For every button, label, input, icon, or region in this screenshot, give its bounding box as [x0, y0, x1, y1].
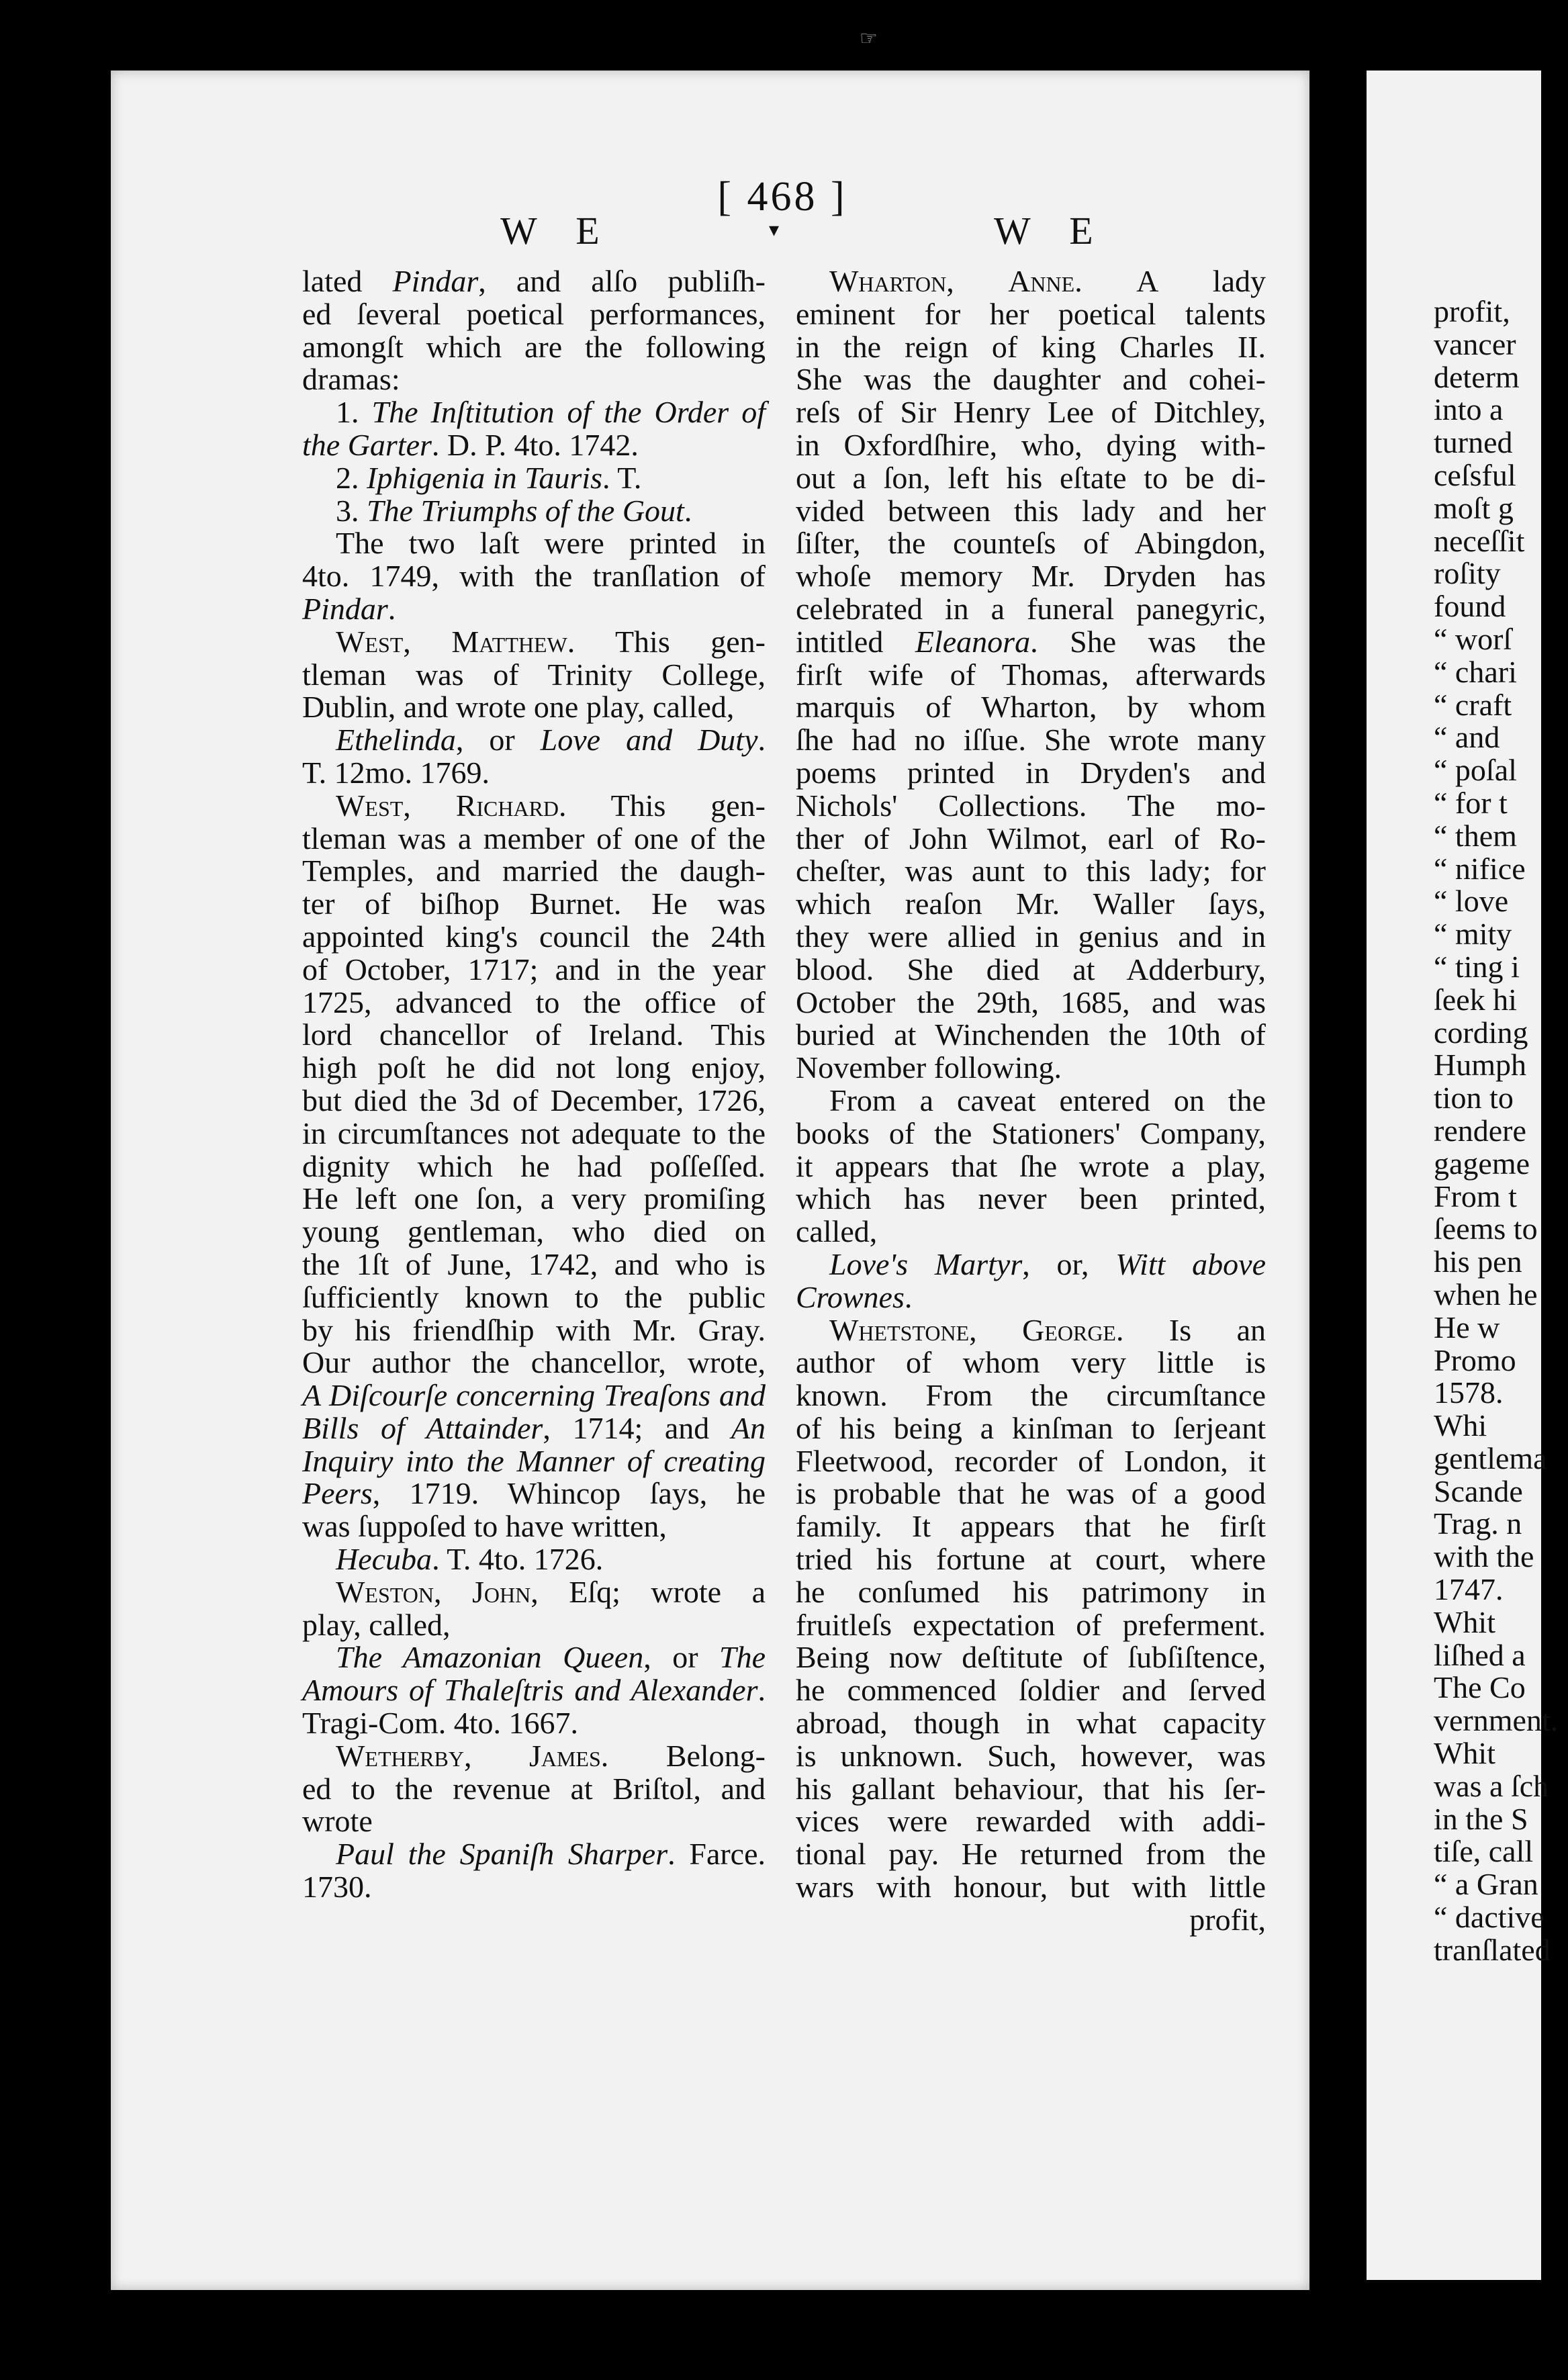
text-line: by his friendſhip with Mr. Gray. — [302, 1312, 766, 1347]
text-line: he commenced ſoldier and ſerved — [796, 1673, 1266, 1708]
facing-page-fragment: in the S — [1434, 1801, 1528, 1836]
text-line: play, called, — [302, 1607, 451, 1642]
facing-page-fragment: “ mity — [1434, 917, 1512, 952]
text-line: ſufficiently known to the public — [302, 1279, 766, 1314]
text-line: West, Matthew. This gen- — [336, 624, 766, 659]
facing-page-fragment: “ poſal — [1434, 753, 1517, 788]
text-line: they were allied in genius and in — [796, 919, 1266, 954]
text-line: in Oxfordſhire, who, dying with- — [796, 427, 1266, 462]
facing-page-fragment: Whit — [1434, 1736, 1495, 1771]
text-line: ed ſeveral poetical performances, — [302, 296, 766, 331]
facing-page-fragment: “ love — [1434, 884, 1509, 919]
facing-page-fragment: cording — [1434, 1015, 1528, 1050]
running-head-left: W E — [500, 209, 614, 253]
text-line: wars with honour, but with little — [796, 1870, 1266, 1905]
facing-page-fragment: profit, — [1434, 294, 1510, 328]
text-line: intitled Eleanora. She was the — [796, 624, 1266, 659]
text-line: T. 12mo. 1769. — [302, 755, 490, 790]
text-line: was ſuppoſed to have written, — [302, 1509, 667, 1544]
text-line: Ethelinda, or Love and Duty. — [336, 723, 766, 758]
facing-page-fragment: tion to — [1434, 1081, 1514, 1115]
facing-page-fragment: From t — [1434, 1179, 1517, 1214]
text-line: abroad, though in what capacity — [796, 1706, 1266, 1741]
text-line: Whetstone, George. Is an — [829, 1312, 1266, 1347]
text-line: ſhe had no iſſue. She wrote many — [796, 723, 1266, 758]
text-line: Amours of Thaleſtris and Alexander. — [302, 1673, 766, 1708]
text-line: The two laſt were printed in — [336, 526, 766, 561]
facing-page-fragment: tiſe, call — [1434, 1834, 1534, 1869]
text-line: He left one ſon, a very promiſing — [302, 1181, 766, 1216]
text-line: Our author the chancellor, wrote, — [302, 1345, 766, 1380]
facing-page-fragment: He w — [1434, 1310, 1500, 1344]
facing-page-fragment: found — [1434, 589, 1506, 624]
text-line: marquis of Wharton, by whom — [796, 690, 1266, 725]
facing-page-fragment: determ — [1434, 359, 1520, 394]
text-line: amongſt which are the following — [302, 329, 766, 364]
text-line: buried at Winchenden the 10th of — [796, 1017, 1266, 1052]
facing-page-fragment: roſity — [1434, 556, 1501, 591]
facing-page-fragment: “ and — [1434, 720, 1500, 755]
text-line: Tragi-Com. 4to. 1667. — [302, 1706, 579, 1741]
text-line: Love's Martyr, or, Witt above — [829, 1246, 1266, 1281]
text-line: dramas: — [302, 362, 400, 397]
text-line: Peers, 1719. Whincop ſays, he — [302, 1476, 766, 1511]
text-line: celebrated in a funeral panegyric, — [796, 591, 1266, 626]
text-line: Fleetwood, recorder of London, it — [796, 1443, 1266, 1478]
text-line: Hecuba. T. 4to. 1726. — [336, 1542, 604, 1577]
text-line: ſiſter, the counteſs of Abingdon, — [796, 526, 1266, 561]
facing-page-fragment: liſhed a — [1434, 1637, 1526, 1672]
page-number: [ 468 ] — [717, 174, 847, 220]
text-line: She was the daughter and cohei- — [796, 362, 1266, 397]
text-line: books of the Stationers' Company, — [796, 1115, 1266, 1150]
facing-page-fragment: neceſſit — [1434, 523, 1525, 558]
text-line: it appears that ſhe wrote a play, — [796, 1148, 1266, 1183]
facing-page-fragment: “ craft — [1434, 687, 1512, 722]
text-line: Inquiry into the Manner of creating — [302, 1443, 766, 1478]
facing-page-fragment: gentlema — [1434, 1440, 1547, 1475]
facing-page-fragment: 1747. — [1434, 1572, 1504, 1607]
text-line: young gentleman, who died on — [302, 1214, 766, 1249]
text-line: dignity which he had poſſeſſed. — [302, 1148, 766, 1183]
text-line: the Garter. D. P. 4to. 1742. — [302, 427, 639, 462]
text-line: Nichols' Collections. The mo- — [796, 788, 1266, 823]
text-line: author of whom very little is — [796, 1345, 1266, 1380]
facing-page-fragment: ceſsful — [1434, 457, 1516, 492]
text-line: high poſt he did not long enjoy, — [302, 1050, 766, 1085]
facing-page-fragment: Promo — [1434, 1342, 1516, 1377]
text-line: Dublin, and wrote one play, called, — [302, 690, 735, 725]
text-line: 3. The Triumphs of the Gout. — [336, 493, 692, 528]
text-column-right — [796, 265, 1266, 1937]
facing-page-fragment: into a — [1434, 392, 1504, 427]
facing-page-fragment: “ ting i — [1434, 949, 1520, 984]
text-line: vices were rewarded with addi- — [796, 1804, 1266, 1839]
text-line: Bills of Attainder, 1714; and An — [302, 1410, 766, 1445]
facing-page-fragment: ſeek hi — [1434, 982, 1517, 1017]
text-line: wrote — [302, 1804, 373, 1839]
text-line: eminent for her poetical talents — [796, 296, 1266, 331]
facing-page-fragment: “ a Gran — [1434, 1867, 1538, 1902]
text-line: A Diſcourſe concerning Treaſons and — [302, 1378, 766, 1413]
text-line: his gallant behaviour, that his ſer- — [796, 1771, 1266, 1806]
signature-mark: ▾ — [769, 219, 780, 241]
text-line: tleman was of Trinity College, — [302, 657, 766, 692]
text-line: profit, — [1189, 1902, 1266, 1937]
text-line: whoſe memory Mr. Dryden has — [796, 559, 1266, 594]
text-line: is unknown. Such, however, was — [796, 1738, 1266, 1773]
facing-page-fragment: Trag. n — [1434, 1506, 1522, 1541]
text-line: which has never been printed, — [796, 1181, 1266, 1216]
text-line: poems printed in Dryden's and — [796, 755, 1266, 790]
facing-page-fragment: tranſlated — [1434, 1932, 1551, 1967]
text-line: tleman was a member of one of the — [302, 821, 766, 856]
text-line: 4to. 1749, with the tranſlation of — [302, 559, 766, 594]
text-line: family. It appears that he firſt — [796, 1509, 1266, 1544]
text-line: out a ſon, left his eſtate to be di- — [796, 460, 1266, 495]
facing-page-fragment: “ worſ — [1434, 621, 1512, 656]
text-line: West, Richard. This gen- — [336, 788, 766, 823]
text-line: 1725, advanced to the office of — [302, 985, 766, 1019]
facing-page-fragment: ſeems to — [1434, 1211, 1538, 1246]
text-line: ther of John Wilmot, earl of Ro- — [796, 821, 1266, 856]
text-line: is probable that he was of a good — [796, 1476, 1266, 1511]
text-line: which reaſon Mr. Waller ſays, — [796, 886, 1266, 921]
facing-page-fragment: “ for t — [1434, 785, 1508, 820]
facing-page-fragment: 1578. — [1434, 1375, 1504, 1410]
text-line: 2. Iphigenia in Tauris. T. — [336, 460, 642, 495]
text-line: vided between this lady and her — [796, 493, 1266, 528]
text-line: cheſter, was aunt to this lady; for — [796, 854, 1266, 888]
text-line: tional pay. He returned from the — [796, 1837, 1266, 1872]
facing-page-fragment: The Co — [1434, 1670, 1526, 1705]
facing-page-text — [1434, 295, 1568, 1967]
text-line: the 1ſt of June, 1742, and who is — [302, 1246, 766, 1281]
facing-page-fragment: vernment. — [1434, 1703, 1559, 1738]
facing-page-fragment: moſt g — [1434, 490, 1514, 525]
text-line: blood. She died at Adderbury, — [796, 952, 1266, 987]
facing-page-fragment: vancer — [1434, 326, 1516, 361]
facing-page-fragment: “ nifice — [1434, 851, 1526, 886]
text-line: of his being a kinſman to ſerjeant — [796, 1410, 1266, 1445]
facing-page-fragment: Scande — [1434, 1473, 1523, 1508]
text-line: The Amazonian Queen, or The — [336, 1640, 766, 1675]
text-line: Crownes. — [796, 1279, 913, 1314]
facing-page-fragment: when he — [1434, 1277, 1538, 1312]
facing-page-fragment: Whi — [1434, 1408, 1487, 1443]
facing-page-fragment: turned — [1434, 425, 1513, 460]
facing-page-fragment: Humph — [1434, 1048, 1526, 1083]
text-line: Paul the Spaniſh Sharper. Farce. — [336, 1837, 766, 1872]
text-line: in circumſtances not adequate to the — [302, 1115, 766, 1150]
text-line: ter of biſhop Burnet. He was — [302, 886, 766, 921]
text-line: From a caveat entered on the — [829, 1083, 1266, 1117]
text-line: he conſumed his patrimony in — [796, 1574, 1266, 1609]
text-line: Wetherby, James. Belong- — [336, 1738, 766, 1773]
text-column-left — [302, 265, 766, 1904]
text-line: Wharton, Anne. A lady — [829, 264, 1266, 298]
text-line: 1730. — [302, 1870, 372, 1905]
facing-page-fragment: “ them — [1434, 818, 1517, 853]
facing-page-fragment: gageme — [1434, 1146, 1530, 1181]
text-line: appointed king's council the 24th — [302, 919, 766, 954]
facing-page-fragment: was a ſch — [1434, 1768, 1549, 1803]
text-line: November following. — [796, 1050, 1062, 1085]
text-line: called, — [796, 1214, 878, 1249]
text-line: reſs of Sir Henry Lee of Ditchley, — [796, 395, 1266, 430]
text-line: Temples, and married the daugh- — [302, 854, 766, 888]
text-line: October the 29th, 1685, and was — [796, 985, 1266, 1019]
text-line: Being now deſtitute of ſubſiſtence, — [796, 1640, 1266, 1675]
facing-page-fragment: rendere — [1434, 1113, 1526, 1148]
text-line: of October, 1717; and in the year — [302, 952, 766, 987]
facing-page-fragment: Whit — [1434, 1604, 1495, 1639]
facing-page-fragment: “ chari — [1434, 654, 1517, 689]
text-line: but died the 3d of December, 1726, — [302, 1083, 766, 1117]
text-line: in the reign of king Charles II. — [796, 329, 1266, 364]
text-line: lord chancellor of Ireland. This — [302, 1017, 766, 1052]
text-line: fruitleſs expectation of preferment. — [796, 1607, 1266, 1642]
text-line: 1. The Inſtitution of the Order of — [336, 395, 766, 430]
text-line: firſt wife of Thomas, afterwards — [796, 657, 1266, 692]
text-line: tried his fortune at court, where — [796, 1542, 1266, 1577]
text-line: Pindar. — [302, 591, 396, 626]
text-line: known. From the circumſtance — [796, 1378, 1266, 1413]
text-line: Weston, John, Eſq; wrote a — [336, 1574, 766, 1609]
facing-page-fragment: his pen — [1434, 1244, 1522, 1279]
text-line: ed to the revenue at Briſtol, and — [302, 1771, 766, 1806]
running-head-right: W E — [994, 209, 1108, 253]
facing-page-fragment: “ dactive — [1434, 1900, 1544, 1935]
facing-page-fragment: with the — [1434, 1539, 1534, 1574]
text-line: lated Pindar, and alſo publiſh- — [302, 264, 766, 298]
ornament-mark: ☞ — [860, 28, 878, 50]
